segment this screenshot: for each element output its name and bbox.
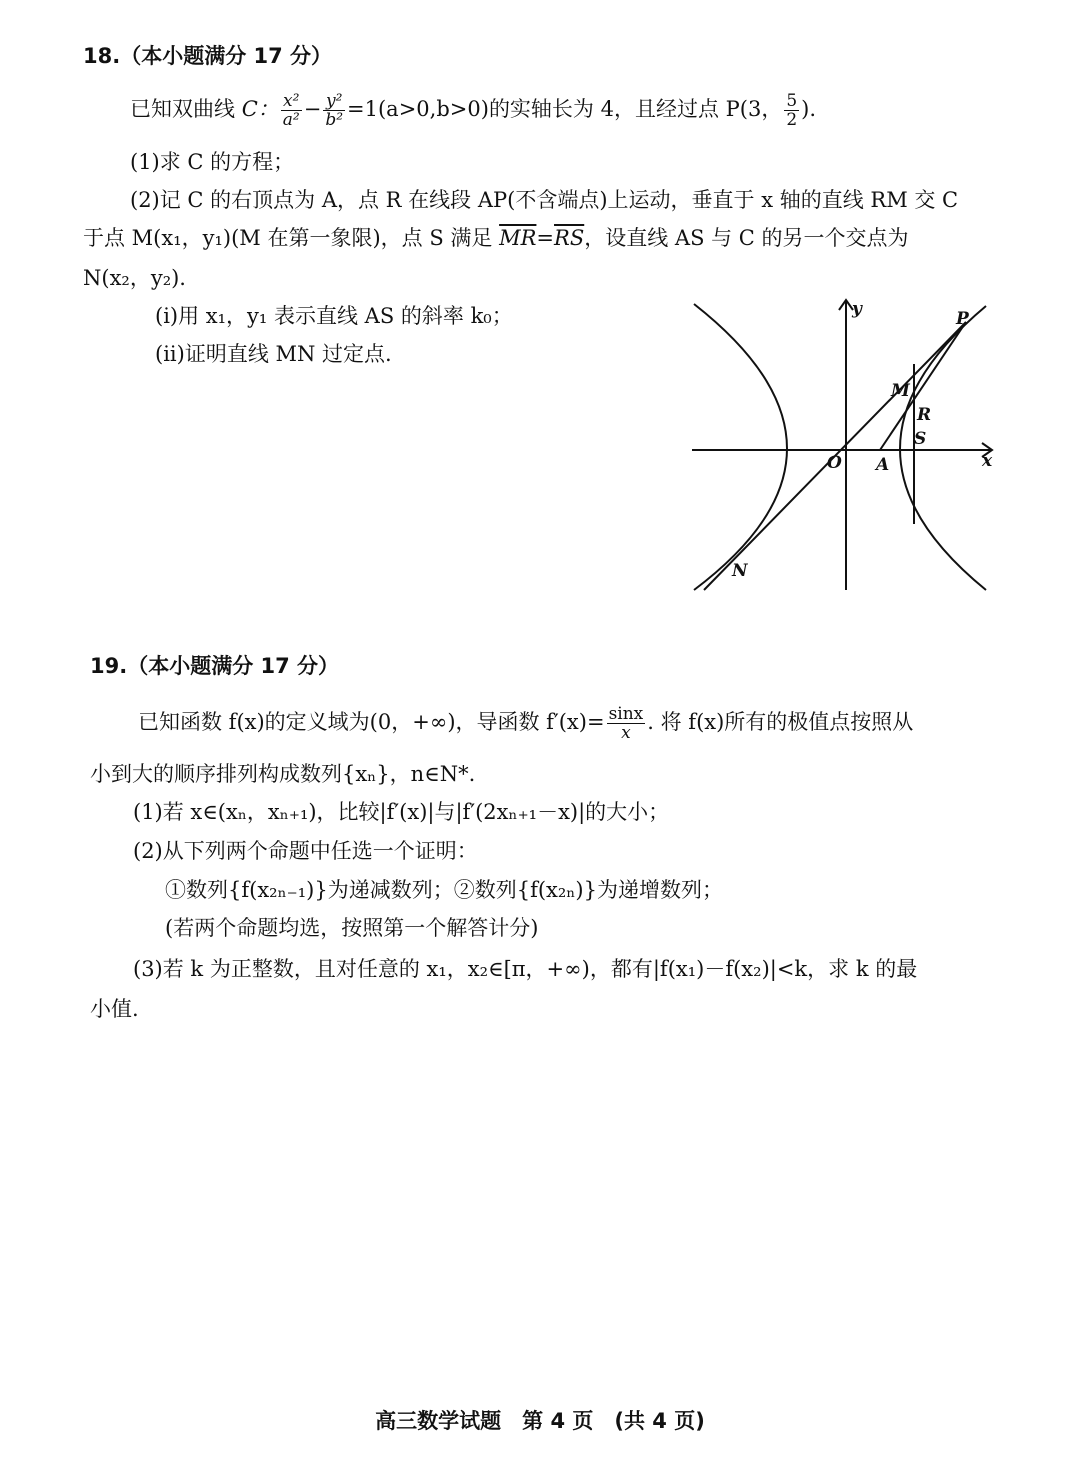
hyperbola-figure	[690, 292, 1000, 597]
q18-point-den: 2	[786, 110, 798, 130]
q18-part2-line3: N(x₂，y₂).	[83, 266, 186, 290]
q18-sub-ii: (ii)证明直线 MN 过定点.	[155, 342, 392, 366]
label-A: A	[876, 455, 890, 475]
q19-part1: (1)若 x∈(xₙ，xₙ₊₁)，比较|f′(x)|与|f′(2xₙ₊₁－x)|的大小；	[133, 800, 670, 824]
page-footer: 高三数学试题 第 4 页 (共 4 页)	[375, 1409, 705, 1433]
q19-part2-note: (若两个命题均选，按照第一个解答计分)	[165, 916, 539, 940]
label-x: x	[982, 451, 993, 471]
q18-header: 18.（本小题满分 17 分）	[83, 44, 333, 68]
q18-stem-eq-tail: =1(a>0,b>0)	[347, 97, 489, 121]
q18-frac-y-num: y²	[323, 92, 345, 111]
q19-header: 19.（本小题满分 17 分）	[90, 654, 340, 678]
q18-part1: (1)求 C 的方程；	[130, 150, 295, 174]
q19-deriv-den: x	[621, 723, 631, 743]
q18-point-frac	[784, 92, 799, 129]
q19-derivative-frac	[607, 705, 646, 742]
label-P: P	[956, 309, 969, 329]
q18-stem-suffix: 的实轴长为 4，且经过点 P(3，	[488, 97, 783, 121]
q18-part2-line2	[83, 224, 909, 252]
q18-point-num: 5	[786, 91, 798, 111]
q19-stem-a: 已知函数 f(x)的定义域为(0，+∞)，导函数 f′(x)=	[138, 710, 605, 734]
q18-stem-prefix: 已知双曲线	[130, 97, 242, 121]
q18-frac-y-den: b²	[325, 110, 344, 130]
label-O: O	[827, 453, 842, 473]
q18-frac-x-den: a²	[282, 110, 300, 130]
q18-vector-rs: $\overline{RS}$	[554, 226, 585, 250]
label-y: y	[852, 299, 862, 319]
q19-part2: (2)从下列两个命题中任选一个证明：	[133, 839, 478, 863]
label-M: M	[891, 381, 910, 401]
label-N: N	[732, 561, 748, 581]
q19-stem-b: . 将 f(x)所有的极值点按照从	[647, 710, 914, 734]
q18-part2-line2-b: ，设直线 AS 与 C 的另一个交点为	[584, 226, 909, 250]
q18-stem: 已知双曲线 C： $\frac{\text{x²}}{\text{a²}}$ − $\frac{\text{y²}}{\text{b²}}$ =1(a>0,b>0)的实轴长为 4，且经过点 P(3， $\frac{5}{2}$ ).	[130, 91, 817, 130]
q18-stem-end: ).	[801, 97, 817, 121]
q18-part2-line1: (2)记 C 的右顶点为 A，点 R 在线段 AP(不含端点)上运动，垂直于 x 轴的直线 RM 交 C	[130, 188, 959, 212]
q18-part2-line2-a: 于点 M(x₁，y₁)(M 在第一象限)，点 S 满足	[83, 226, 500, 250]
label-R: R	[917, 405, 932, 425]
right-branch	[900, 306, 986, 590]
q19-deriv-num: sinx	[608, 704, 644, 724]
q19-part2-options: ①数列{f(x₂ₙ₋₁)}为递减数列；②数列{f(x₂ₙ)}为递增数列；	[165, 878, 723, 902]
q18-sub-i: (i)用 x₁，y₁ 表示直线 AS 的斜率 k₀；	[155, 304, 513, 328]
left-branch	[694, 304, 787, 590]
q19-part3-line2: 小值.	[90, 997, 139, 1021]
q19-part3-line1: (3)若 k 为正整数，且对任意的 x₁，x₂∈[π，+∞)，都有|f(x₁)－f(x₂)|<k，求 k 的最	[133, 957, 918, 981]
q18-vector-mr: $\overline{MR}$	[499, 226, 537, 250]
q19-stem	[138, 705, 913, 742]
q18-vector-eq: =	[536, 226, 555, 250]
q18-frac-x-num: x²	[281, 92, 302, 111]
q18-curve-name: C：	[241, 97, 279, 121]
q18-frac-y	[323, 92, 345, 129]
q18-frac-x	[281, 92, 302, 129]
label-S: S	[914, 429, 927, 449]
q19-stem-line2: 小到大的顺序排列构成数列{xₙ}，n∈N*.	[90, 762, 476, 786]
